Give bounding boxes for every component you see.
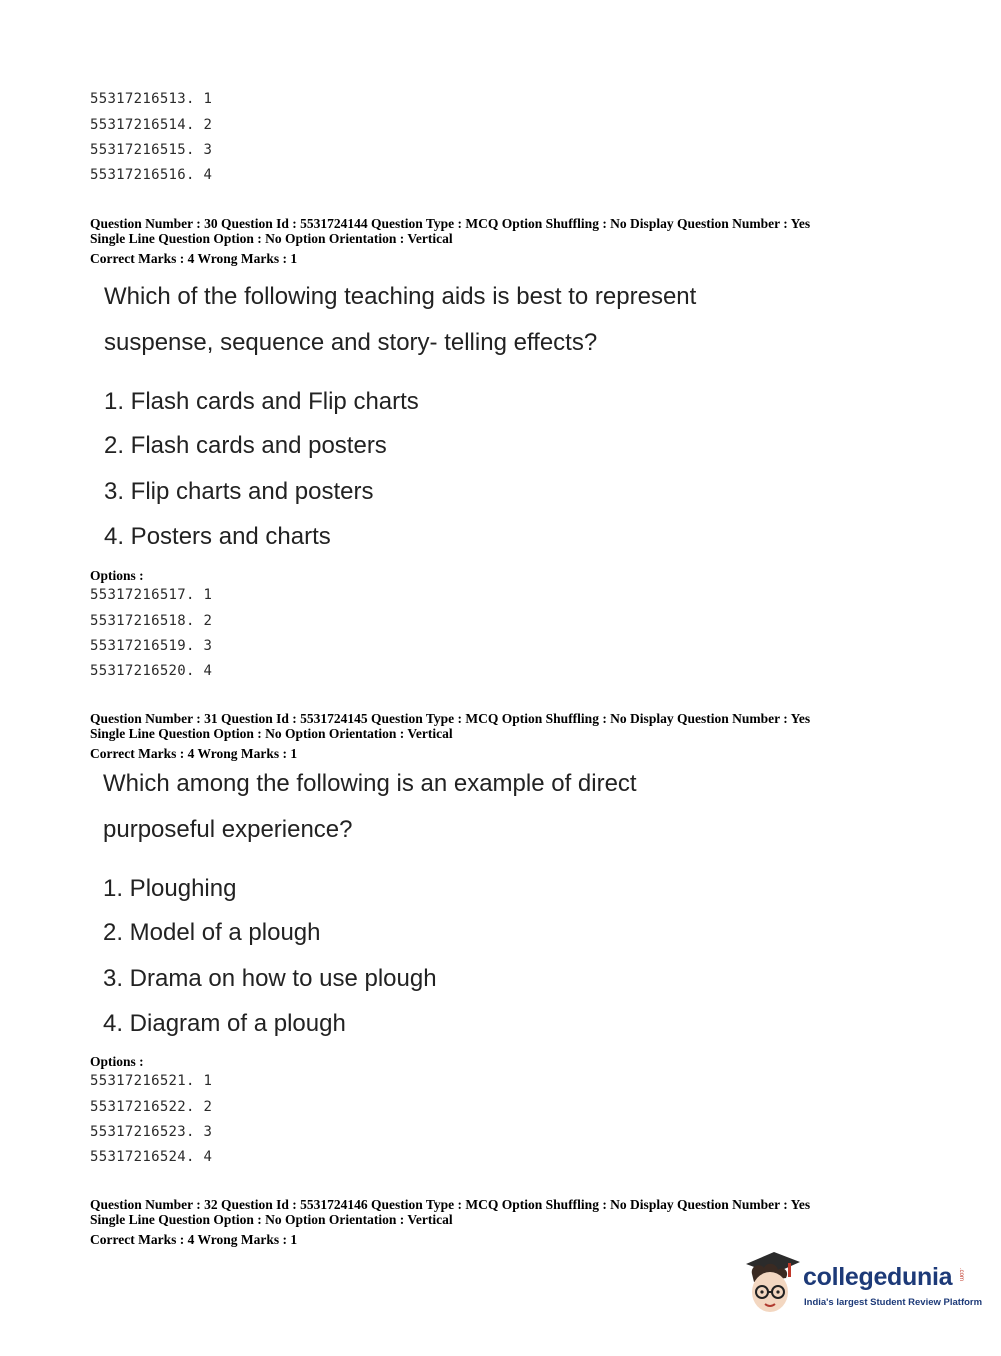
question-marks: Correct Marks : 4 Wrong Marks : 1 xyxy=(90,251,298,266)
answer-choice: 1. Flash cards and Flip charts xyxy=(104,388,419,415)
question-meta: Single Line Question Option : No Option Orientation : Vertical xyxy=(90,231,453,246)
question-text: suspense, sequence and story- telling effects? xyxy=(104,329,598,356)
option-id: 55317216515. 3 xyxy=(90,142,213,158)
answer-choice: 2. Flash cards and posters xyxy=(104,432,387,459)
answer-choice: 2. Model of a plough xyxy=(103,919,321,946)
option-id: 55317216520. 4 xyxy=(90,663,213,679)
option-id: 55317216516. 4 xyxy=(90,167,213,183)
logo-domain: .com xyxy=(958,1268,964,1282)
options-label: Options : xyxy=(90,568,144,583)
answer-choice: 4. Posters and charts xyxy=(104,523,331,550)
option-id: 55317216517. 1 xyxy=(90,587,213,603)
question-text: Which of the following teaching aids is best to represent xyxy=(104,283,697,310)
question-meta: Question Number : 30 Question Id : 5531724144 Question Type : MCQ Option Shuffling : No Display Question Number : Yes xyxy=(90,216,811,231)
answer-choice: 3. Drama on how to use plough xyxy=(103,965,437,992)
option-id: 55317216523. 3 xyxy=(90,1124,213,1140)
question-meta: Question Number : 32 Question Id : 5531724146 Question Type : MCQ Option Shuffling : No Display Question Number : Yes xyxy=(90,1197,811,1212)
question-meta: Single Line Question Option : No Option Orientation : Vertical xyxy=(90,1212,453,1227)
logo-tagline: India's largest Student Review Platform xyxy=(804,1297,983,1308)
question-marks: Correct Marks : 4 Wrong Marks : 1 xyxy=(90,1232,298,1247)
mascot-logo-icon xyxy=(740,1248,802,1318)
question-marks: Correct Marks : 4 Wrong Marks : 1 xyxy=(90,746,298,761)
option-id: 55317216521. 1 xyxy=(90,1073,213,1089)
question-text: purposeful experience? xyxy=(103,816,353,843)
option-id: 55317216519. 3 xyxy=(90,638,213,654)
answer-choice: 1. Ploughing xyxy=(103,875,237,902)
option-id: 55317216514. 2 xyxy=(90,117,213,133)
option-id: 55317216513. 1 xyxy=(90,91,213,107)
question-meta: Single Line Question Option : No Option Orientation : Vertical xyxy=(90,726,453,741)
question-meta: Question Number : 31 Question Id : 5531724145 Question Type : MCQ Option Shuffling : No Display Question Number : Yes xyxy=(90,711,811,726)
logo-wordmark: collegedunia xyxy=(803,1263,953,1291)
answer-choice: 3. Flip charts and posters xyxy=(104,478,374,505)
question-text: Which among the following is an example of direct xyxy=(103,770,637,797)
answer-choice: 4. Diagram of a plough xyxy=(103,1010,346,1037)
option-id: 55317216524. 4 xyxy=(90,1149,213,1165)
option-id: 55317216518. 2 xyxy=(90,613,213,629)
options-label: Options : xyxy=(90,1054,144,1069)
option-id: 55317216522. 2 xyxy=(90,1099,213,1115)
